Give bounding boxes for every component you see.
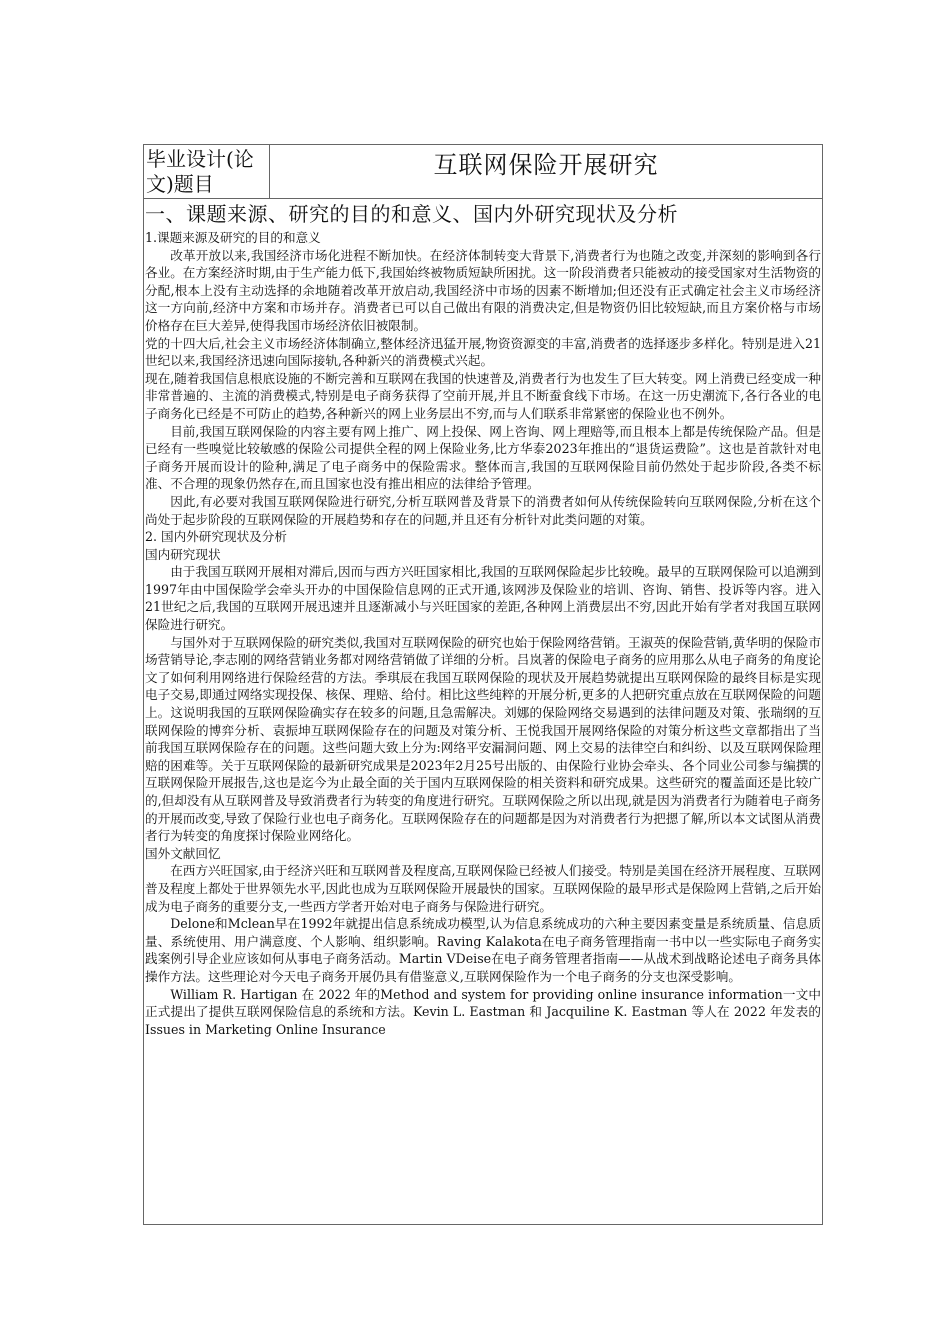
subheading-foreign: 国外文献回忆 bbox=[145, 845, 221, 861]
paragraph: Delone和Mclean早在1992年就提出信息系统成功模型,认为信息系统成功的六种主要因素变量是系统质量、信息质量、系统使用、用户满意度、个人影响、组织影响。Raving Kalakota在电子商务管理指南一书中以一些实际电子商务实践案例引导企业应该如何从事电子商务活动。Martin VDeise在电子商务管理者指南——从战术到战略论述电子商务具体操作方法。这些理论对今天电子商务开展仍具有借鉴意义,互联网保险作为一个电子商务的分支也深受影响。 bbox=[145, 916, 821, 984]
proposal-form-table bbox=[143, 144, 823, 1225]
content-cell bbox=[144, 199, 822, 1224]
subheading-domestic: 国内研究现状 bbox=[145, 546, 221, 562]
paragraph: 与国外对于互联网保险的研究类似,我国对互联网保险的研究也始于保险网络营销。王淑英的保险营销,黄华明的保险市场营销导论,李志刚的网络营销业务都对网络营销做了详细的分析。吕岚著的保险电子商务的应用那么从电子商务的角度论文了如何利用网络进行保险经营的方法。季琪辰在我国互联网保险的现状及开展趋势就提出互联网保险的最终目标是实现电子交易,即通过网络实现投保、核保、理赔、给付。相比这些纯粹的开展分析,更多的人把研究重点放在互联网保险的问题上。这说明我国的互联网保险确实存在较多的问题,且急需解决。刘娜的保险网络交易遇到的法律问题及对策、张瑞纲的互联网保险的博弈分析、袁振坤互联网保险存在的问题及对策分析、王悦我国开展网络保险的对策分析这些文章都指出了当前我国互联网保险存在的问题。这些问题大致上分为:网络平安漏洞问题、网上交易的法律空白和纠纷、以及互联网保险理赔的困难等。关于互联网保险的最新研究成果是2023年2月25号出版的、由保险行业协会牵头、各个同业公司参与编撰的互联网保险开展报告,这也是迄今为止最全面的关于国内互联网保险的相关资料和研究成果。这些研究的覆盖面还是比较广的,但却没有从互联网普及导致消费者行为转变的角度进行研究。互联网保险之所以出现,就是因为消费者行为随着电子商务的开展而改变,导致了保险行业也电子商务化。互联网保险存在的问题都是因为对消费者行为把摁了解,所以本文试图从消费者行为转变的角度探讨保险业网络化。 bbox=[145, 634, 821, 844]
paragraph: 现在,随着我国信息根底设施的不断完善和互联网在我国的快速普及,消费者行为也发生了巨大转变。网上消费已经变成一种非常普遍的、主流的消费模式,特别是电子商务获得了空前开展,并且不断蚕食线下市场。在这一历史潮流下,各行各业的电子商务化已经是不可防止的趋势,各种新兴的网上业务层出不穷,而与人们联系非常紧密的保险业也不例外。 bbox=[145, 370, 821, 421]
paragraph: 因此,有必要对我国互联网保险进行研究,分析互联网普及背景下的消费者如何从传统保险转向互联网保险,分析在这个尚处于起步阶段的互联网保险的开展趋势和存在的问题,并且还有分析针对此类问题的对策。 bbox=[145, 493, 821, 527]
thesis-title: 互联网保险开展研究 bbox=[433, 151, 659, 179]
paragraph: 改革开放以来,我国经济市场化进程不断加快。在经济体制转变大背景下,消费者行为也随之改变,并深刻的影响到各行各业。在方案经济时期,由于生产能力低下,我国始终被物质短缺所困扰。这一阶段消费者只能被动的接受国家对生活物资的分配,根本上没有主动选择的余地随着改革开放启动,我国经济中市场的因素不断增加;但还没有正式确定社会主义市场经济这一方向前,经济中方案和市场并存。消费者已可以自己做出有限的消费决定,但是物资仍旧比较短缺,而且方案价格与市场价格存在巨大差异,使得我国市场经济依旧被限制。 bbox=[145, 247, 821, 333]
paragraph: 党的十四大后,社会主义市场经济体制确立,整体经济迅猛开展,物资资源变的丰富,消费者的选择逐步多样化。特别是进入21世纪以来,我国经济迅速向国际接轨,各种新兴的消费模式兴起。 bbox=[145, 335, 821, 369]
paragraph: William R. Hartigan 在 2022 年的Method and system for providing online insurance information一文中正式提出了提供互联网保险信息的系统和方法。Kevin L. Eastman 和 Jacquiline K. Eastman 等人在 2022 年发表的Issues in Marketing Online Insurance bbox=[145, 986, 821, 1037]
thesis-title-label: 毕业设计(论文)题目 bbox=[144, 145, 270, 198]
paragraph: 在西方兴旺国家,由于经济兴旺和互联网普及程度高,互联网保险已经被人们接受。特别是美国在经济开展程度、互联网普及程度上都处于世界领先水平,因此也成为互联网保险开展最快的国家。互联网保险的最早形式是保险网上营销,之后开始成为电子商务的重要分支,一些西方学者开始对电子商务与保险进行研究。 bbox=[145, 863, 821, 914]
title-row bbox=[144, 145, 822, 199]
section-heading: 一、课题来源、研究的目的和意义、国内外研究现状及分析 bbox=[145, 202, 678, 226]
subheading-purpose: 1.课题来源及研究的目的和意义 bbox=[145, 230, 321, 245]
paragraph: 目前,我国互联网保险的内容主要有网上推广、网上投保、网上咨询、网上理赔等,而且根本上都是传统保险产品。但是已经有一些嗅觉比较敏感的保险公司提供全程的网上保险业务,比方华泰2023年推出的“退货运费险”。这也是首款针对电子商务开展而设计的险种,满足了电子商务中的保险需求。整体而言,我国的互联网保险目前仍然处于起步阶段,各类不标准、不合理的现象仍然存在,而且国家也没有推出相应的法律给予管理。 bbox=[145, 423, 821, 492]
paragraph: 由于我国互联网开展相对滞后,因而与西方兴旺国家相比,我国的互联网保险起步比较晚。最早的互联网保险可以追溯到1997年由中国保险学会牵头开办的中国保险信息网的正式开通,该网涉及保险业的培训、咨询、销售、投诉等内容。进入21世纪之后,我国的互联网开展迅速并且逐渐减小与兴旺国家的差距,各种网上消费层出不穷,因此开始有学者对我国互联网保险进行研究。 bbox=[145, 564, 821, 633]
subheading-research-status: 2. 国内外研究现状及分析 bbox=[145, 529, 287, 545]
